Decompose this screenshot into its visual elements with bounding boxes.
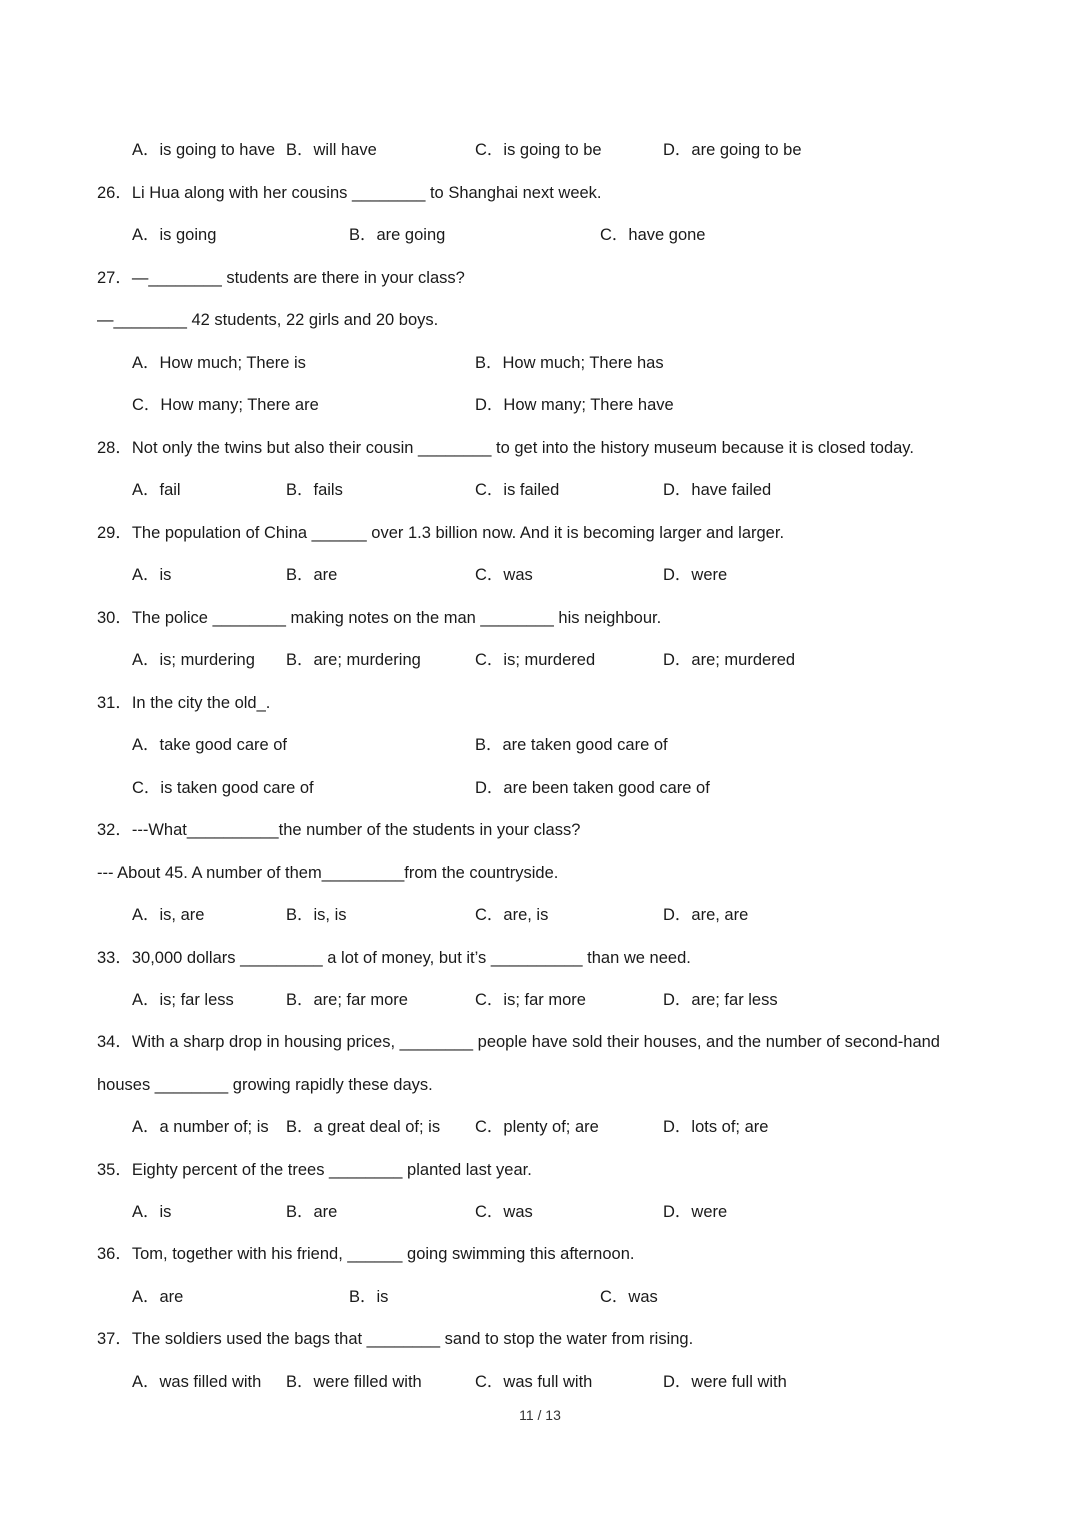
answer-option: B．How much; There has — [475, 354, 664, 372]
options-row — [0, 902, 1080, 928]
answer-option: A．is, are — [132, 906, 205, 924]
question-line — [0, 945, 1080, 971]
answer-option: A．is; far less — [132, 991, 234, 1009]
question-line — [0, 180, 1080, 206]
answer-option: B．are — [286, 566, 338, 584]
question-line — [0, 520, 1080, 546]
answer-option: D．How many; There have — [475, 396, 674, 414]
question-line — [0, 1029, 1080, 1055]
question-text: —________ 42 students, 22 girls and 20 boys. — [97, 311, 439, 329]
answer-option: B．were filled with — [286, 1373, 422, 1391]
answer-option: D．are; far less — [663, 991, 778, 1009]
answer-option: C．is; murdered — [475, 651, 596, 669]
question-text: houses ________ growing rapidly these days. — [97, 1076, 433, 1094]
answer-option: A．is — [132, 1203, 172, 1221]
answer-option: D．are been taken good care of — [475, 779, 710, 797]
answer-option: B．are; murdering — [286, 651, 421, 669]
options-row — [0, 1369, 1080, 1395]
options-row — [0, 562, 1080, 588]
answer-option: A．is going — [132, 226, 217, 244]
question-line — [0, 690, 1080, 716]
question-line — [0, 605, 1080, 631]
answer-option: C．is; far more — [475, 991, 586, 1009]
answer-option: A．fail — [132, 481, 181, 499]
answer-option: D．are, are — [663, 906, 749, 924]
question-text: 27．—________ students are there in your class? — [97, 269, 465, 287]
question-text: 29．The population of China ______ over 1.3 billion now. And it is becoming larger and larger. — [97, 524, 785, 542]
answer-option: B．are — [286, 1203, 338, 1221]
question-text: 36．Tom, together with his friend, ______ going swimming this afternoon. — [97, 1245, 635, 1263]
options-row — [0, 392, 1080, 418]
answer-option: A．was filled with — [132, 1373, 262, 1391]
options-row — [0, 1199, 1080, 1225]
options-row — [0, 222, 1080, 248]
answer-option: B．a great deal of; is — [286, 1118, 441, 1136]
answer-option: C．was full with — [475, 1373, 593, 1391]
answer-option: B．is, is — [286, 906, 347, 924]
answer-option: C．How many; There are — [132, 396, 319, 414]
options-row — [0, 775, 1080, 801]
question-text: 26．Li Hua along with her cousins ________ to Shanghai next week. — [97, 184, 602, 202]
answer-option: B．is — [349, 1288, 389, 1306]
answer-option: A．is going to have — [132, 141, 276, 159]
answer-option: C．was — [475, 1203, 533, 1221]
answer-option: A．a number of; is — [132, 1118, 269, 1136]
answer-option: C．was — [600, 1288, 658, 1306]
options-row — [0, 647, 1080, 673]
answer-option: A．is; murdering — [132, 651, 255, 669]
answer-option: C．was — [475, 566, 533, 584]
question-text: 33．30,000 dollars _________ a lot of money, but it’s __________ than we need. — [97, 949, 691, 967]
answer-option: B．will have — [286, 141, 377, 159]
question-text: 31．In the city the old_. — [97, 694, 271, 712]
question-text: 35．Eighty percent of the trees ________ planted last year. — [97, 1161, 532, 1179]
answer-option: A．How much; There is — [132, 354, 306, 372]
options-row — [0, 137, 1080, 163]
answer-option: D．are; murdered — [663, 651, 796, 669]
answer-option: D．were — [663, 1203, 728, 1221]
question-line — [0, 1072, 1080, 1098]
answer-option: D．were — [663, 566, 728, 584]
page-number: 11 / 13 — [519, 1407, 561, 1423]
answer-option: B．are going — [349, 226, 446, 244]
question-text: 37．The soldiers used the bags that ________ sand to stop the water from rising. — [97, 1330, 694, 1348]
options-row — [0, 1284, 1080, 1310]
question-line — [0, 307, 1080, 333]
question-text: 34．With a sharp drop in housing prices, ________ people have sold their houses, and the number of second-hand — [97, 1033, 940, 1051]
answer-option: D．were full with — [663, 1373, 787, 1391]
options-row — [0, 350, 1080, 376]
question-text: --- About 45. A number of them_________from the countryside. — [97, 864, 559, 882]
answer-option: D．lots of; are — [663, 1118, 769, 1136]
answer-option: B．fails — [286, 481, 343, 499]
answer-option: C．are, is — [475, 906, 549, 924]
answer-option: D．are going to be — [663, 141, 802, 159]
answer-option: C．is failed — [475, 481, 560, 499]
question-line — [0, 817, 1080, 843]
answer-option: C．is going to be — [475, 141, 602, 159]
answer-option: B．are; far more — [286, 991, 408, 1009]
question-text: 32．---What__________the number of the students in your class? — [97, 821, 581, 839]
question-line — [0, 1326, 1080, 1352]
answer-option: A．are — [132, 1288, 184, 1306]
options-row — [0, 987, 1080, 1013]
question-line — [0, 1157, 1080, 1183]
answer-option: A．take good care of — [132, 736, 288, 754]
question-line — [0, 265, 1080, 291]
options-row — [0, 732, 1080, 758]
question-line — [0, 435, 1080, 461]
answer-option: B．are taken good care of — [475, 736, 668, 754]
options-row — [0, 477, 1080, 503]
question-text: 30．The police ________ making notes on the man ________ his neighbour. — [97, 609, 662, 627]
question-text: 28．Not only the twins but also their cousin ________ to get into the history museum because it is closed today. — [97, 439, 914, 457]
question-line — [0, 1241, 1080, 1267]
answer-option: C．is taken good care of — [132, 779, 314, 797]
answer-option: C．plenty of; are — [475, 1118, 599, 1136]
answer-option: C．have gone — [600, 226, 706, 244]
question-line — [0, 860, 1080, 886]
answer-option: A．is — [132, 566, 172, 584]
answer-option: D．have failed — [663, 481, 772, 499]
options-row — [0, 1114, 1080, 1140]
